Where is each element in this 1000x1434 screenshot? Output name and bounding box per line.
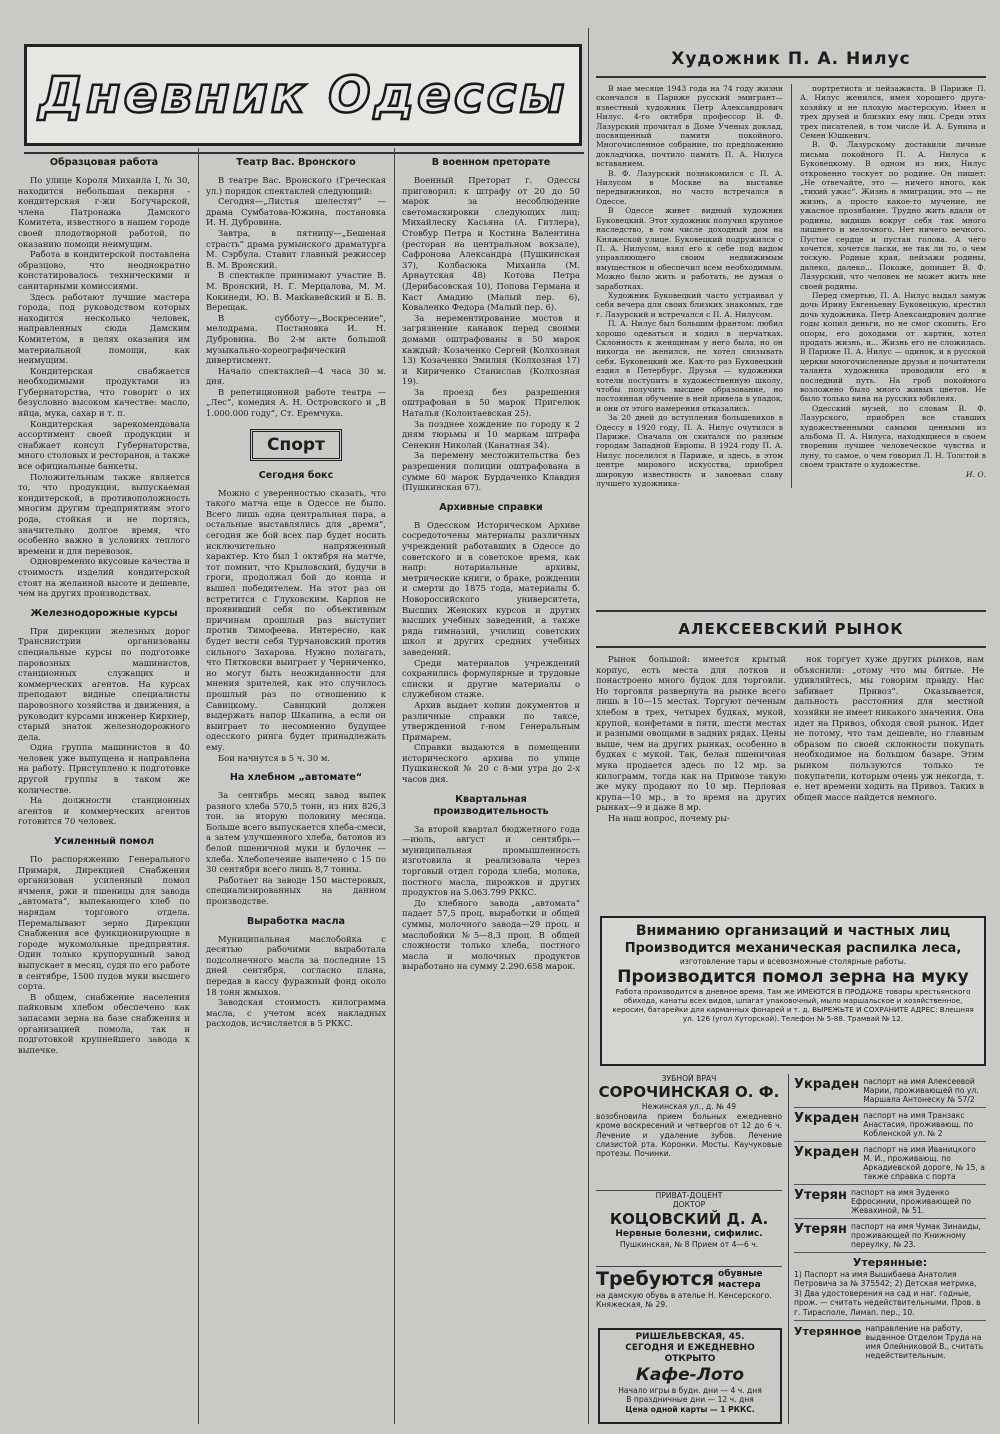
paragraph: Кондитерская зарекомендовала ассортимент своей продукции и снабжает консул Губернаторства, много столовых и ресторанов, а также все официальные банкеты. [18,418,190,472]
masthead [24,44,582,146]
notice-word: Украден [794,1145,860,1160]
paragraph: За нерементирование мостов и загрязнение канавок перед своими домами оштрафованы в 50 марок каждый: Козаченко Сергей (Колхозная 13) Козаченко Эмилия (Колхозная 17) и Кириченко Станислав (Колхозная 19). [402,312,580,387]
market-body [596,654,986,824]
article-heading: Образцовая работа [49,157,159,168]
paragraph: По улице Короля Михаила I, № 30, находится небольшая пекарня - кондитерская г-жи Богучарской, члена Патронажа Дамского Комитета, известного в нашем городе своей плодотворной работой, по оказанию помощи неимущим. [18,175,190,249]
paragraph: Бои начнутся в 5 ч. 30 м. [218,752,331,763]
notice-word: Утерянное [794,1325,862,1339]
notice-text: паспорт на имя Алексеевой Марии, проживающей по ул. Маршала Антонеску № 57/2 [863,1077,979,1104]
lost-notice [794,1321,986,1363]
ad-line: РИШЕЛЬЕВСКАЯ, 45. [635,1332,745,1342]
paragraph: За сентябрь месяц завод выпек разного хлеба 570,5 тонн, из них 826,3 тон. за вторую половину месяца. Больше всего выпускается хлеба-смеси, а затем улучшенного хлеба, батонов из белой пшеничной муки и булочек — хлеба. Хлебопечение выпечено с 15 по 30 сентября всего лишь 8,7 тонны. [206,790,386,875]
article-heading: Железнодорожные курсы [30,607,178,619]
ad-line: обувные мастера [718,1269,763,1290]
paragraph: В театре Вас. Вронского (Греческая ул.) порядок спектаклей следующий: [206,175,386,196]
notice-word: Утерян [794,1188,848,1203]
paragraph: В репетиционной работе театра — „Лес“, комедия А. Н. Островского и „В 1.000.000 году“, Ст. Еремчука. [206,386,386,419]
ad-line: ЗУБНОЙ ВРАЧ [661,1074,717,1083]
column-rule [198,148,199,1424]
paragraph: Работа в кондитерской поставлена образцово, что неоднократно констатировалось техническими и санитарными комиссиями. [18,249,190,291]
paragraph: В. Ф. Лазурский познакомился с П. А. Нилусом в Москве на выставке передвижников, но часто встречался в Одессе. [596,168,783,206]
lost-notice [794,1108,986,1142]
signature: И. О. [965,469,986,479]
ad-line: СЕГОДНЯ И ЕЖЕДНЕВНО [625,1343,755,1353]
paragraph: В субботу—„Воскресение“, мелодрама. Постановка И. Н. Дубровина. Во 2-м акте большой музыкально-хореографический дивертисмент. [206,312,386,366]
ad-big-word: Требуются [596,1268,715,1290]
article-heading: Театр Вас. Вронского [236,157,356,168]
cobbler-ad [596,1266,782,1325]
column-rule [588,28,589,1424]
paragraph: За второй квартал бюджетного года—июль, август и сентябрь—муниципальная промышленность изготовила и реализовала через торговый отдел города хлеба, молока, постного масла, пирожков и других продуктов на 5.063.799 РККС. [402,823,580,898]
paragraph: Муниципальная маслобойка с десятью рабочими выработала подсолнечного масла за последние 15 дней сентября, согласно плана, передав в кассу фуражный фонд около 18 тонн жмыхов. [206,933,386,997]
ad-line: ПРИВАТ-ДОЦЕНТ [655,1191,723,1200]
paragraph: За перемену местожительства без разрешения полиции оштрафована в сумме 60 марок Бурдаченко Клавдия (Пушкинская 67). [402,450,580,493]
lost-documents [794,1074,986,1424]
notice-word: Украден [794,1077,860,1092]
ad-line: возобновила прием больных ежедневно кроме воскресений и четвергов от 12 до 6 ч. Лечение и удаление зубов. Лечение слизистой рта. Коронки. Мосты. Каучуковые протезы. Починки. [596,1111,782,1159]
paragraph: портретиста и пейзажиста. В Париже П. А. Нилус женился, имея хорошего друга-хозяйку и не плохую мастерскую. Имел и трех друзей и близких ему лиц. Среди этих трех писателей, в том числе И. А. Бунина и Семен Юшкевич. [799,84,986,141]
ad-line: Нежинская ул., д. № 49 [641,1102,737,1112]
paragraph: Кондитерская снабжается необходимыми продуктами из Губернаторства, что говорит о их безусловно высоком качестве: масло, яйца, мука, сахар и т. п. [18,365,190,419]
lost-list [794,1253,986,1321]
lost-notice [794,1074,986,1108]
notice-word: Украден [794,1111,860,1126]
article-heading: Архивные справки [439,501,543,513]
paragraph: На должности станционных агентов и коммерческих агентов готовится 70 человек. [18,795,190,827]
paragraph: Художник Буковецкий часто устраивал у себя вечера для своих близких знакомых, где г. Лазурский и встречался с П. А. Нилусом. [596,290,783,319]
paragraph: Среди материалов учреждений сохранились формулярные и трудовые списки и другие материалы о служебном стаже. [402,657,580,700]
paragraph: На наш вопрос, почему ры- [608,812,730,823]
ad-line: ДОКТОР [672,1200,706,1210]
paragraph: В мае месяце 1943 года на 74 году жизни скончался в Париже русский эмигрант—известный художник Петр Александрович Нилус. 4-го октября профессор В. Ф. Лазурский прочитал в Доме Ученых доклад, посвященный памяти покойного. Многочисленное собрание, по предложению докладчика, почтило память П. А. Нилуса вставанием. [596,84,783,169]
lost-list-text: 1) Паспорт на имя Вышибаева Анатолия Петровича за № 375542; 2) Детская метрика, 3) Два удостоверения на сад и наг. годные, прож. — считать недействительными. Пров. в г. Тирасполе, Лимап. пер., 10. [794,1270,981,1317]
nilus-left-column [596,84,783,488]
column-rule [394,148,395,1424]
paragraph: Сегодня—„Листья шелестят“ — драма Сумбатова-Южина, постановка И. Н. Дубровина. [206,196,386,228]
paragraph: Одновременно вкусовые качества и стоимость изделий кондитерской стоят на желанной высоте и дешевле, чем на других производствах. [18,556,190,599]
lost-list-title: Утерянные: [852,1256,928,1269]
paragraph: Заводская стоимость килограмма масла, с учетом всех накладных расходов, исчисляется в 5 РККС. [206,997,386,1029]
notice-text: паспорт на имя Чумак Зинаиды, проживающей по Книжному переулку, № 23. [851,1222,981,1249]
paragraph: Перед смертью, П. А. Нилус выдал замуж дочь Ирину Евгеньевну Буковецкую, крестил дочь художника. Петр Александрович долгие годы копил деньги, но не смог скопить. Его опоры, его доходами от картин, хотел продать жизнь, и... Жизнь его не сложилась. В Париже П. А. Нилус — одинок, и в русской церкви многочисленные друзья и почитатели таланта художника проводили его в последний путь. На гроб покойного возложено было много живых цветов. Не было только вина на русских юбилеях. [799,290,986,404]
title-rule [596,76,986,78]
lost-notice [794,1142,986,1185]
paragraph: Завтра, в пятницу—„Бешеная страсть“ драма румынского драматурга М. Сэрбула. Ставит главный режиссер В. М. Вронский. [206,227,386,270]
article-heading: Квартальная производительность [433,793,549,817]
notice-text: паспорт на имя Зуденко Ефросинии, проживающей по Жевахиной, № 51. [851,1188,972,1215]
paragraph: Одна группа машинистов в 40 человек уже выпущена и направлена на работу. Приступлено к подготовке другой группы в таком же количестве. [18,742,190,795]
column-3 [402,148,580,1424]
paragraph: Военный Преторат г. Одессы приговорил: к штрафу от 20 до 50 марок за несоблюдение светомаскировки следующих лиц: Михайлеску Касьяна (А. Гитлера), Стовбур Петра и Костина Валентина (ресторан на центральном вокзале), Сафронова Александра (Пушкинская 37), Колбасюка Михаила (М. Арнаутская 48) Котова Петра (Дерибасовская 10), Попова Германа и Каст Амадию (Малый пер. 6), Коваленко Федора (Малый пер. 6). [402,175,580,313]
lost-notice [794,1219,986,1253]
paragraph: В Одессе живет видный художник Буковецкий. Этот художник получил крупное наследство, в том числе доходный дом на Княжеской улице. Буковецкий подружился с П. А. Нилусом, взял его к себе под видом управляющего своим недвижимым имуществом и обеспечил всем необходимым. Можно было жить и работать, не думая о заработках. [596,206,783,291]
paragraph: В. Ф. Лазурскому доставили личные письма покойного П. А. Нилуса к Буковецкому. В одном из них, Нилус откровенно тоскует по родине. Он пишет: „Не отвечайте, это — ничего иного, как „тихий ужас“. Жизнь в эмиграции, это — не жизнь, а просто какое-то мучение, не ужасное прозябание. Трудно жить вдали от родины, видишь вокруг себя так много лишнего и мелочного. Нет ничего вечного. Пустое сердце и пустая голова. А чего хочется, хочется ласки, не так ли то, о чем тоскую. Родные края, пейзажи родины, далеко, далеко... Покоже, допишет В. Ф. Лазурский, что человек не может жить вне своей родины. [799,140,986,291]
title-rule [596,646,986,648]
column-rule [791,84,792,488]
paragraph: Рынок большой: имеется крытый корпус, есть места для лотков и понастроено много будок для торговли. Но торговля развернута на рынке всего лишь в 10—15 местах. Торгуют печеным хлебом в трех, четырех будках, мукой, крупой, конфетами в пяти, шести местах и разными овощами в задних рядах. Цены выше, чем на других рынках, особенно в будках с мукой. Так, белая пшеничная мука продается здесь по 12 мр. за килограмм, тогда как на Привозе такую же муку продают по 10 мр. Перловая крупа—10 мр., в то время на других рынках—9 и даже 8 мр. [596,654,786,813]
ad-line: Цена одной карты — 1 РККС. [625,1404,755,1414]
column-1 [18,148,190,1424]
paragraph: Можно с уверенностью сказать, что такого матча еще в Одессе не было. Всего лишь одна центральная пара, а остальные выставлялись для „время“, сегодня же бой всех пар будет носить исключительно напряженный характер. Кто был 1 октября на матче, тот помнит, что Крыловский, будучи в гроги, продолжал бой до конца и вышел победителем. На этот раз он встретится с Глуховским. Карпов не проявивший себя по объективным причинам прошлый раз выступит против Тимофеева. Интересно, как будет вести себя Турчановский против сильного Захарова. Нужно полагать, что Пятковски выиграет у Черниченко, но могут быть неожиданности для мнения зрителей, как это случилось прошлый раз по отношению к Савицкому. Савицкий должен выдержать напор Шкапина, а если он выиграет то несомненно будущее одесского ринга будет принадлежать ему. [206,487,386,752]
paragraph: Одесский музей, по словам В. Ф. Лазурского, приобрел все ставших художественными самыми ценными из альбома П. А. Нилуса, находящиеся в своем творении лучшее человеческое чувства и луну, то самое, о чем говорил Л. Н. Толстой в своем трактате о художестве. [799,403,986,470]
ad-line: Кафе-Лото [635,1365,745,1385]
market-left-column [596,654,786,824]
paragraph: Положительным также является то, что продукция, выпускаемая кондитерской, в противоположность многим другим предприятиям этого рода, стойкая и не портясь, значительно долгое время, что особенно важно в условиях теплого времени и для перевозок. [18,471,190,556]
article-heading: Выработка масла [246,915,345,927]
dentist-ad [596,1074,782,1184]
article-heading: На хлебном „автомате“ [229,772,363,784]
paragraph: До хлебного завода „автомата“ падает 57,5 проц. выработки и общей суммы, молочного завода—29 проц. и маслобойки №5—8,3 проц. В общей сложности только хлеба, постного масла и молочных продуктов выработано на сумму 2.290.658 марок. [402,897,580,972]
paragraph: За 20 дней до вступления большевиков в Одессу в 1920 году, П. А. Нилус очутился в Париже. Сначала он скитался по разным городам Западной Европы. В 1924 году П. А. Нилус поселился в Париже, и здесь, в этом центре мирового искусства, приобрел широкую известность и завоевал славу лучшего художника- [596,413,783,489]
column-rule [788,1074,789,1424]
doctor-ad [596,1190,782,1263]
ad-line: изготовление тары и всевозможные столярные работы. [679,957,907,966]
paragraph: В общем, снабжение населения пайковым хлебом обеспечено как запасами зерна на базе снабжения и организацией помола, так и подготовкой крупнейшего завода к выпечке. [18,991,190,1055]
notice-text: паспорт на имя Транзакс Анастасия, проживающ. по Кобленской ул. № 2 [863,1111,974,1138]
paragraph: По распоряжению Генерального Примаря, Дирекцией Снабжения организован усиленный помол ячменя, ржи и пшеницы для завода „автомата“, выпекающего хлеб по нарядам торгового отдела. Перемалывают зерно Дирекции Снабжения все функционирующие в городе мукомольные предприятия. Один только крупорушный завод выпускает в месяц, судя по его работе в сентябре, 1500 пудов муки высшего сорта. [18,854,190,992]
ad-line: Производится помол зерна на муку [617,967,969,988]
paragraph: нок торгует хуже других рынков, нам объяснили: „отому что мы битые. Не удивляйтесь, мы говорим правду. Нас забивает Привоз“. Оказывается, дальность расстояния для местной хозяйки не имеет никакого значения. Она идет на Привоз, обходя свой рынок. Идет не потому, что там дешевле, но главным образом по своей склонности покупать необходимое на большом базаре. Этим рынком пользуются только те покупатели, которым очень уж некогда, т. е. нет времени ходить на Привоз. Таких в общей массе найдется немного. [794,654,984,802]
ad-line: Вниманию организаций и частных лиц [635,923,951,939]
ad-line: Производится механическая распилка леса, [624,941,962,956]
paragraph: В спектакле принимают участие В. М. Вронский, Н. Г. Мерцалова, М. М. Кокинеди, Ю. В. Макkавейский и Б. В. Верещак. [206,270,386,313]
paragraph: П. А. Нилус был большим франтом: любил хорошо одеваться и ходил в перчатках. Склонность к женщинам у него была, но он никогда не женился, не хотел связывать себя. Буковецкий же. Как-то раз Буковецкий ездил в Петербург. Друзья — художники хотели поступить в художественную школу, чтобы получить высшее образование, но постоянная обучение в ней привела в упадок, и они от этого намерения отказались. [596,319,783,413]
notice-word: Утерян [794,1222,848,1237]
sawmill-ad [600,916,986,1066]
ad-head [596,1267,782,1291]
nilus-article [596,48,986,608]
ad-line: В праздничные дни — 12 ч. дня [626,1395,754,1405]
article-heading: Сегодня бокс [258,469,334,481]
paragraph: В Одесском Историческом Архиве сосредоточены материалы различных учреждений работавших в Одессе до советского и в советское время, как напр: нотариальные архивы, метрические книги, о браке, рождении и смерти до 1875 года, материалы б. Новороссийского университета, Высших Женских курсов и других высших учебных заведений, а также ряда гимназий, училищ советских школ и других средних учебных заведений. [402,519,580,657]
ad-line: СОРОЧИНСКАЯ О. Ф. [598,1083,780,1102]
paragraph: Начало спектаклей—4 часа 30 м. дня. [206,365,386,387]
column-2 [206,148,386,1424]
ad-line: Работа производится в дневное время. Там же ИМЕЮТСЯ В ПРОДАЖЕ товары крестьянского обихода, канаты всех видов, шпагат упаковочный, мыло маршальское и хозяйственное, керосин, батарейки для карманных фонарей и т. д. ВЫРЕЖЬТЕ И СОХРАНИТЕ АДРЕС: Влешняя ул. 126 (угол Хуторской). Телефон № 5-88. Трамвай № 12. [612,987,974,1023]
article-heading: В военном преторате [431,157,551,168]
article-title: Художник П. А. Нилус [671,49,911,69]
paragraph: За проезд без разрешения оштрафован в 50 марок Пригелюк Наталья (Колонтаевская 25). [402,386,580,419]
notice-text: направление на работу, выданное Отделом Труда на имя Олейниковой В., считать недействительным. [865,1324,984,1361]
paragraph: Здесь работают лучшие мастера города, под руководством которых находится несколько человек, направленных сюда Дамским Комитетом, в целях оказания им материальной помощи, как неимущим. [18,291,190,366]
ad-line: ОТКРЫТО [664,1354,716,1364]
masthead-title: Дневник Одессы [38,66,568,124]
paragraph: Справки выдаются в помещении исторического архива по улице Пушкинской № 20 с 8-ми утра до 2-х часов дня. [402,742,580,785]
section-rule [596,610,986,612]
lost-notice [794,1185,986,1219]
nilus-right-column [800,84,986,488]
nilus-body [596,84,986,488]
ad-line: Пушкинская, № 8 Прием от 4—6 ч. [619,1239,759,1249]
ad-line: на дамскую обувь в ателье Н. Кенсерского. Княжеская, № 29. [596,1291,772,1310]
paragraph: Работает на заводе 150 мастеровых, специализированных на данном производстве. [206,874,386,907]
ad-line: КОЦОВСКИЙ Д. А. [609,1209,769,1228]
cafe-loto-ad [598,1328,782,1424]
notice-text: паспорт на имя Иваницкого М. И., проживающ. по Аркадиевской дороге, № 15, а также справка с порта [863,1145,985,1181]
sport-heading: Спорт [250,429,342,461]
paragraph: За позднее хождение по городу к 2 дням тюрьмы и 10 маркам штрафа Сенекин Николай (Канатная 34). [402,418,580,450]
article-heading: Усиленный помол [53,836,154,848]
article-title: АЛЕКСЕЕВСКИЙ РЫНОК [678,620,904,638]
ad-line: Нервные болезни, сифилис. [615,1228,763,1239]
newspaper-page [10,28,994,1426]
ad-line: Начало игры в будн. дни — 4 ч. дня [618,1386,762,1395]
paragraph: При дирекции железных дорог Транснистрии организованы специальные курсы по подготовке паровозных машинистов, станционных служащих и коммерческих агентов. На курсах преподают видные специалисты паровозного хозяйства и движения, а руководит курсами инженер Кирхнер, старый знаток железнодорожного дела. [18,625,190,742]
market-right-column [794,654,984,824]
market-article [596,604,986,904]
paragraph: Архив выдает копии документов и различные справки по таксе, утвержденной г-ном Генеральным Примарем. [402,699,580,742]
sport-section [206,429,386,461]
